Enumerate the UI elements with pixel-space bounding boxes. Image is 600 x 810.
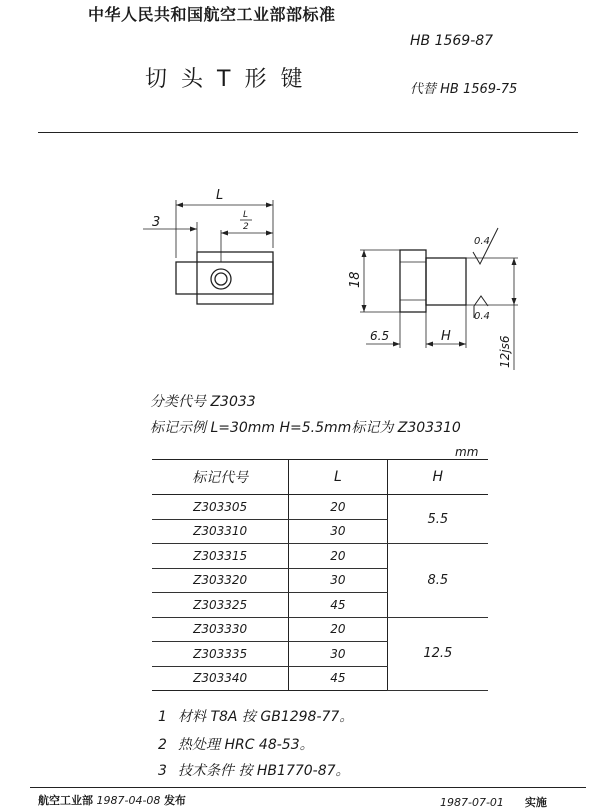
side-view-flange xyxy=(400,250,426,312)
cell-l: 20 xyxy=(289,617,387,642)
cell-mark: Z303330 xyxy=(152,617,289,642)
issue-date: 1987-04-08 xyxy=(96,794,161,807)
t-key-drawing xyxy=(0,0,600,390)
cell-l: 30 xyxy=(289,642,387,667)
unit-label: mm xyxy=(455,445,479,459)
cell-l: 45 xyxy=(289,593,387,618)
arrow-3 xyxy=(190,227,197,232)
marking-example: 标记示例 L=30mm H=5.5mm标记为 Z303310 xyxy=(150,420,461,436)
cell-h-group: 12.5 xyxy=(387,617,488,691)
issue-label: 发布 xyxy=(163,794,186,807)
header-l: L xyxy=(289,460,387,495)
document-title: 切头T形键 xyxy=(145,67,317,92)
table-row xyxy=(152,544,488,569)
note-technical-conditions xyxy=(158,760,350,780)
note-text: 热处理 HRC 48-53。 xyxy=(178,737,314,753)
cell-l: 30 xyxy=(289,568,387,593)
dim-label-3: 3 xyxy=(152,215,161,230)
dim-label-6-5: 6.5 xyxy=(370,329,390,343)
effective-label: 实施 xyxy=(524,796,547,809)
standard-number: HB 1569-87 xyxy=(410,33,494,49)
issuer: 航空工业部 xyxy=(38,794,93,807)
issuing-authority: 中华人民共和国航空工业部部标准 xyxy=(88,5,336,24)
cell-l: 45 xyxy=(289,666,387,691)
note-number: 1 xyxy=(158,709,167,725)
key-flange-outline xyxy=(197,252,273,304)
center-hole-inner xyxy=(215,273,227,285)
cell-l: 20 xyxy=(289,544,387,569)
arrow-18-bottom xyxy=(362,305,367,312)
arrow-12js6-bottom xyxy=(512,298,517,305)
key-body-outline xyxy=(176,262,273,294)
cell-l: 20 xyxy=(289,495,387,520)
dim-label-12js6: 12js6 xyxy=(498,335,512,368)
category-code: 分类代号 Z3033 xyxy=(150,394,256,410)
header-h: H xyxy=(387,460,488,495)
arrow-18-top xyxy=(362,250,367,257)
cell-mark: Z303335 xyxy=(152,642,289,667)
arrow-h-left xyxy=(426,342,433,347)
arrow-l-half-left xyxy=(221,231,228,236)
cell-l: 30 xyxy=(289,519,387,544)
arrow-h-right xyxy=(459,342,466,347)
arrow-l-right xyxy=(266,203,273,208)
dim-label-h: H xyxy=(441,329,451,344)
note-material xyxy=(158,706,353,726)
arrow-l-half-right xyxy=(266,231,273,236)
effective-date: 1987-07-01 xyxy=(440,796,504,809)
arrow-12js6-top xyxy=(512,258,517,265)
cell-h-group: 5.5 xyxy=(387,495,488,544)
dim-label-18: 18 xyxy=(348,271,363,288)
arrow-l-left xyxy=(176,203,183,208)
cell-mark: Z303310 xyxy=(152,519,289,544)
effective-info xyxy=(440,794,547,810)
dim-label-l-half-den: 2 xyxy=(243,222,249,232)
cell-mark: Z303325 xyxy=(152,593,289,618)
issue-info xyxy=(38,792,186,808)
cell-h-group: 8.5 xyxy=(387,544,488,618)
cell-mark: Z303340 xyxy=(152,666,289,691)
dim-label-l-half-num: L xyxy=(243,210,249,220)
footer-rule xyxy=(30,787,586,788)
table-row xyxy=(152,495,488,520)
note-number: 2 xyxy=(158,737,167,753)
cell-mark: Z303320 xyxy=(152,568,289,593)
roughness-value-top: 0.4 xyxy=(474,236,490,247)
cell-mark: Z303315 xyxy=(152,544,289,569)
spec-table xyxy=(152,459,488,691)
cell-mark: Z303305 xyxy=(152,495,289,520)
dim-label-l: L xyxy=(216,188,224,203)
replaces-standard: 代替 HB 1569-75 xyxy=(410,82,518,97)
roughness-symbol-bottom xyxy=(474,296,488,306)
note-heat-treatment xyxy=(158,734,314,754)
roughness-value-bottom: 0.4 xyxy=(474,311,490,322)
table-row xyxy=(152,617,488,642)
side-view-body xyxy=(426,258,466,305)
note-text: 技术条件 按 HB1770-87。 xyxy=(178,763,350,779)
note-number: 3 xyxy=(158,763,167,779)
header-mark-code: 标记代号 xyxy=(152,460,289,495)
note-text: 材料 T8A 按 GB1298-77。 xyxy=(178,709,354,725)
arrow-6-5 xyxy=(393,342,400,347)
center-hole-outer xyxy=(211,269,231,289)
table-header-row xyxy=(152,460,488,495)
